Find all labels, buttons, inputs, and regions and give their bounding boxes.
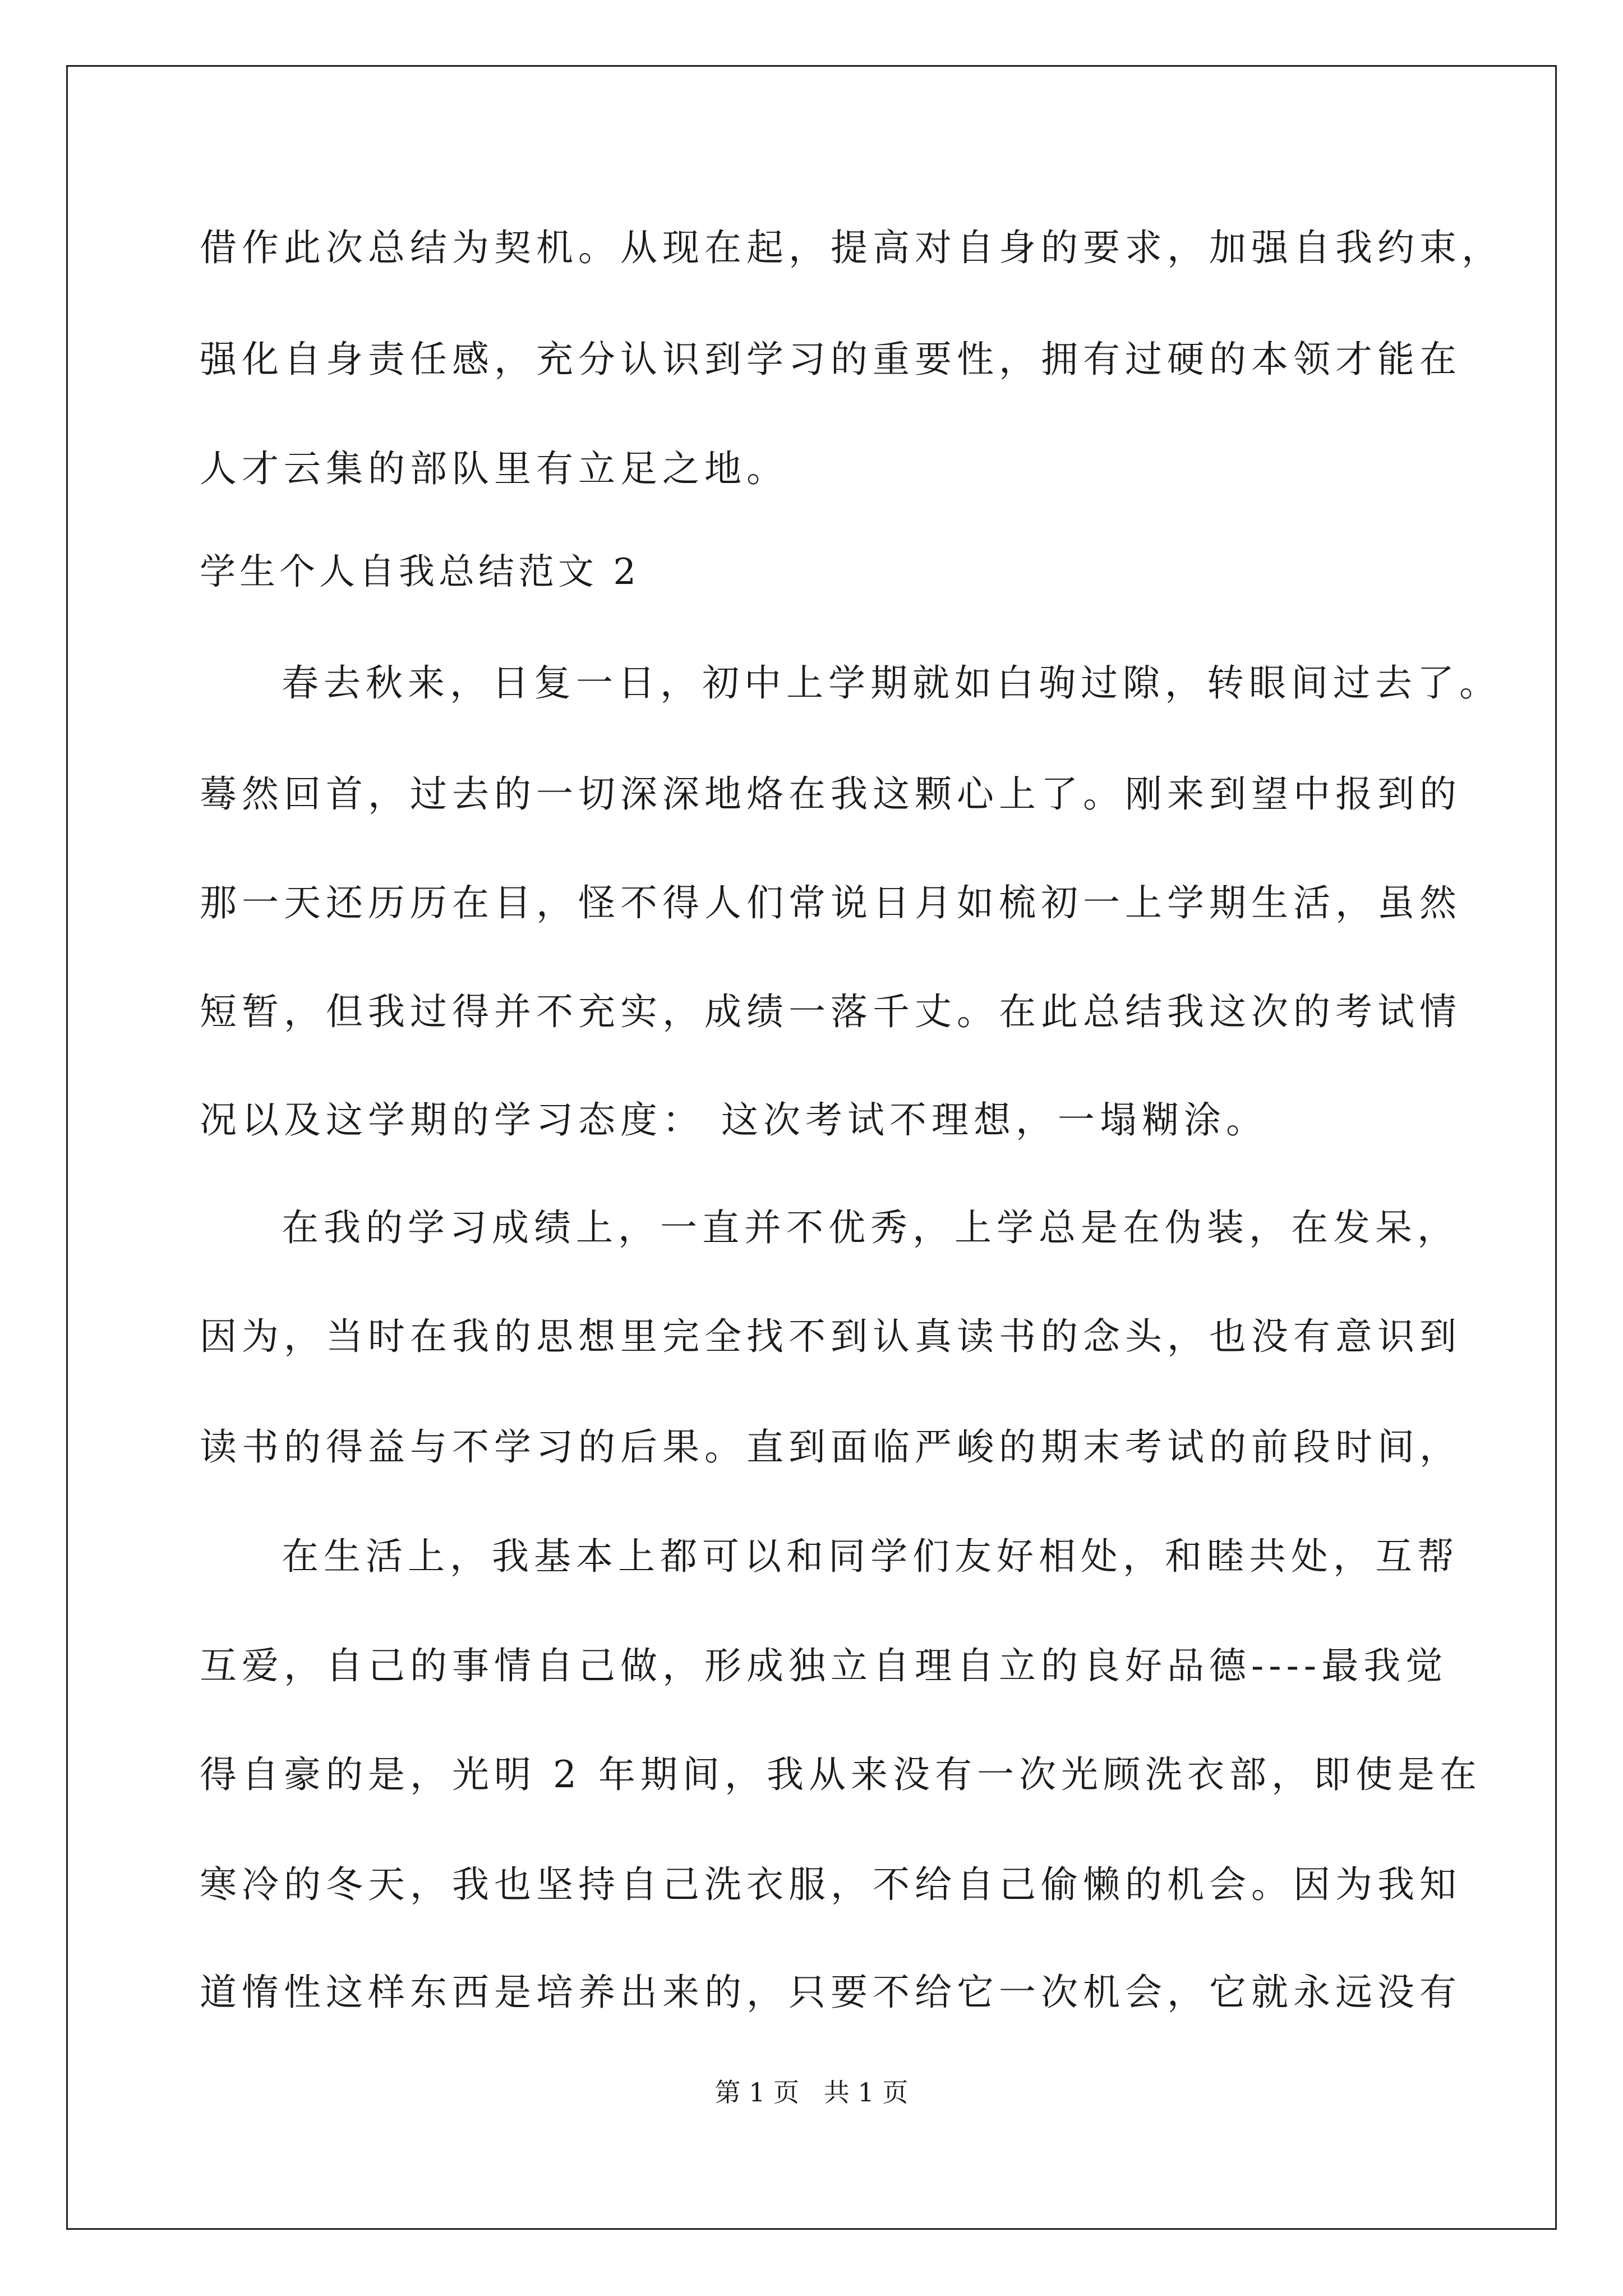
body-line: 蓦然回首，过去的一切深深地烙在我这颗心上了。刚来到望中报到的 xyxy=(200,772,1461,816)
body-line: 况以及这学期的学习态度： 这次考试不理想，一塌糊涂。 xyxy=(200,1098,1268,1142)
body-line: 强化自身责任感，充分认识到学习的重要性，拥有过硬的本领才能在 xyxy=(200,338,1461,381)
body-line: 春去秋来，日复一日，初中上学期就如白驹过隙，转眼间过去了。 xyxy=(282,661,1501,705)
body-line: 在我的学习成绩上，一直并不优秀，上学总是在伪装，在发呆， xyxy=(282,1206,1459,1249)
section-heading: 学生个人自我总结范文 2 xyxy=(200,551,640,593)
body-line: 寒冷的冬天，我也坚持自己洗衣服，不给自己偷懒的机会。因为我知 xyxy=(200,1863,1461,1906)
body-line: 借作此次总结为契机。从现在起，提高对自身的要求，加强自我约束， xyxy=(200,226,1504,269)
body-line: 在生活上，我基本上都可以和同学们友好相处，和睦共处，互帮 xyxy=(282,1535,1459,1578)
body-line: 互爱，自己的事情自己做，形成独立自理自立的良好品德----最我觉 xyxy=(200,1644,1448,1687)
body-line: 那一天还历历在目，怪不得人们常说日月如梳初一上学期生活，虽然 xyxy=(200,881,1461,924)
body-line: 短暂，但我过得并不充实，成绩一落千丈。在此总结我这次的考试情 xyxy=(200,990,1461,1033)
body-line: 因为，当时在我的思想里完全找不到认真读书的念头，也没有意识到 xyxy=(200,1315,1461,1358)
body-line: 人才云集的部队里有立足之地。 xyxy=(200,447,789,490)
body-line: 道惰性这样东西是培养出来的，只要不给它一次机会，它就永远没有 xyxy=(200,1971,1461,2014)
body-line: 读书的得益与不学习的后果。直到面临严峻的期末考试的前段时间， xyxy=(200,1425,1461,1469)
page-number-footer: 第 1 页 共 1 页 xyxy=(714,2077,909,2108)
body-line: 得自豪的是，光明 2 年期间，我从来没有一次光顾洗衣部，即使是在 xyxy=(200,1753,1482,1796)
